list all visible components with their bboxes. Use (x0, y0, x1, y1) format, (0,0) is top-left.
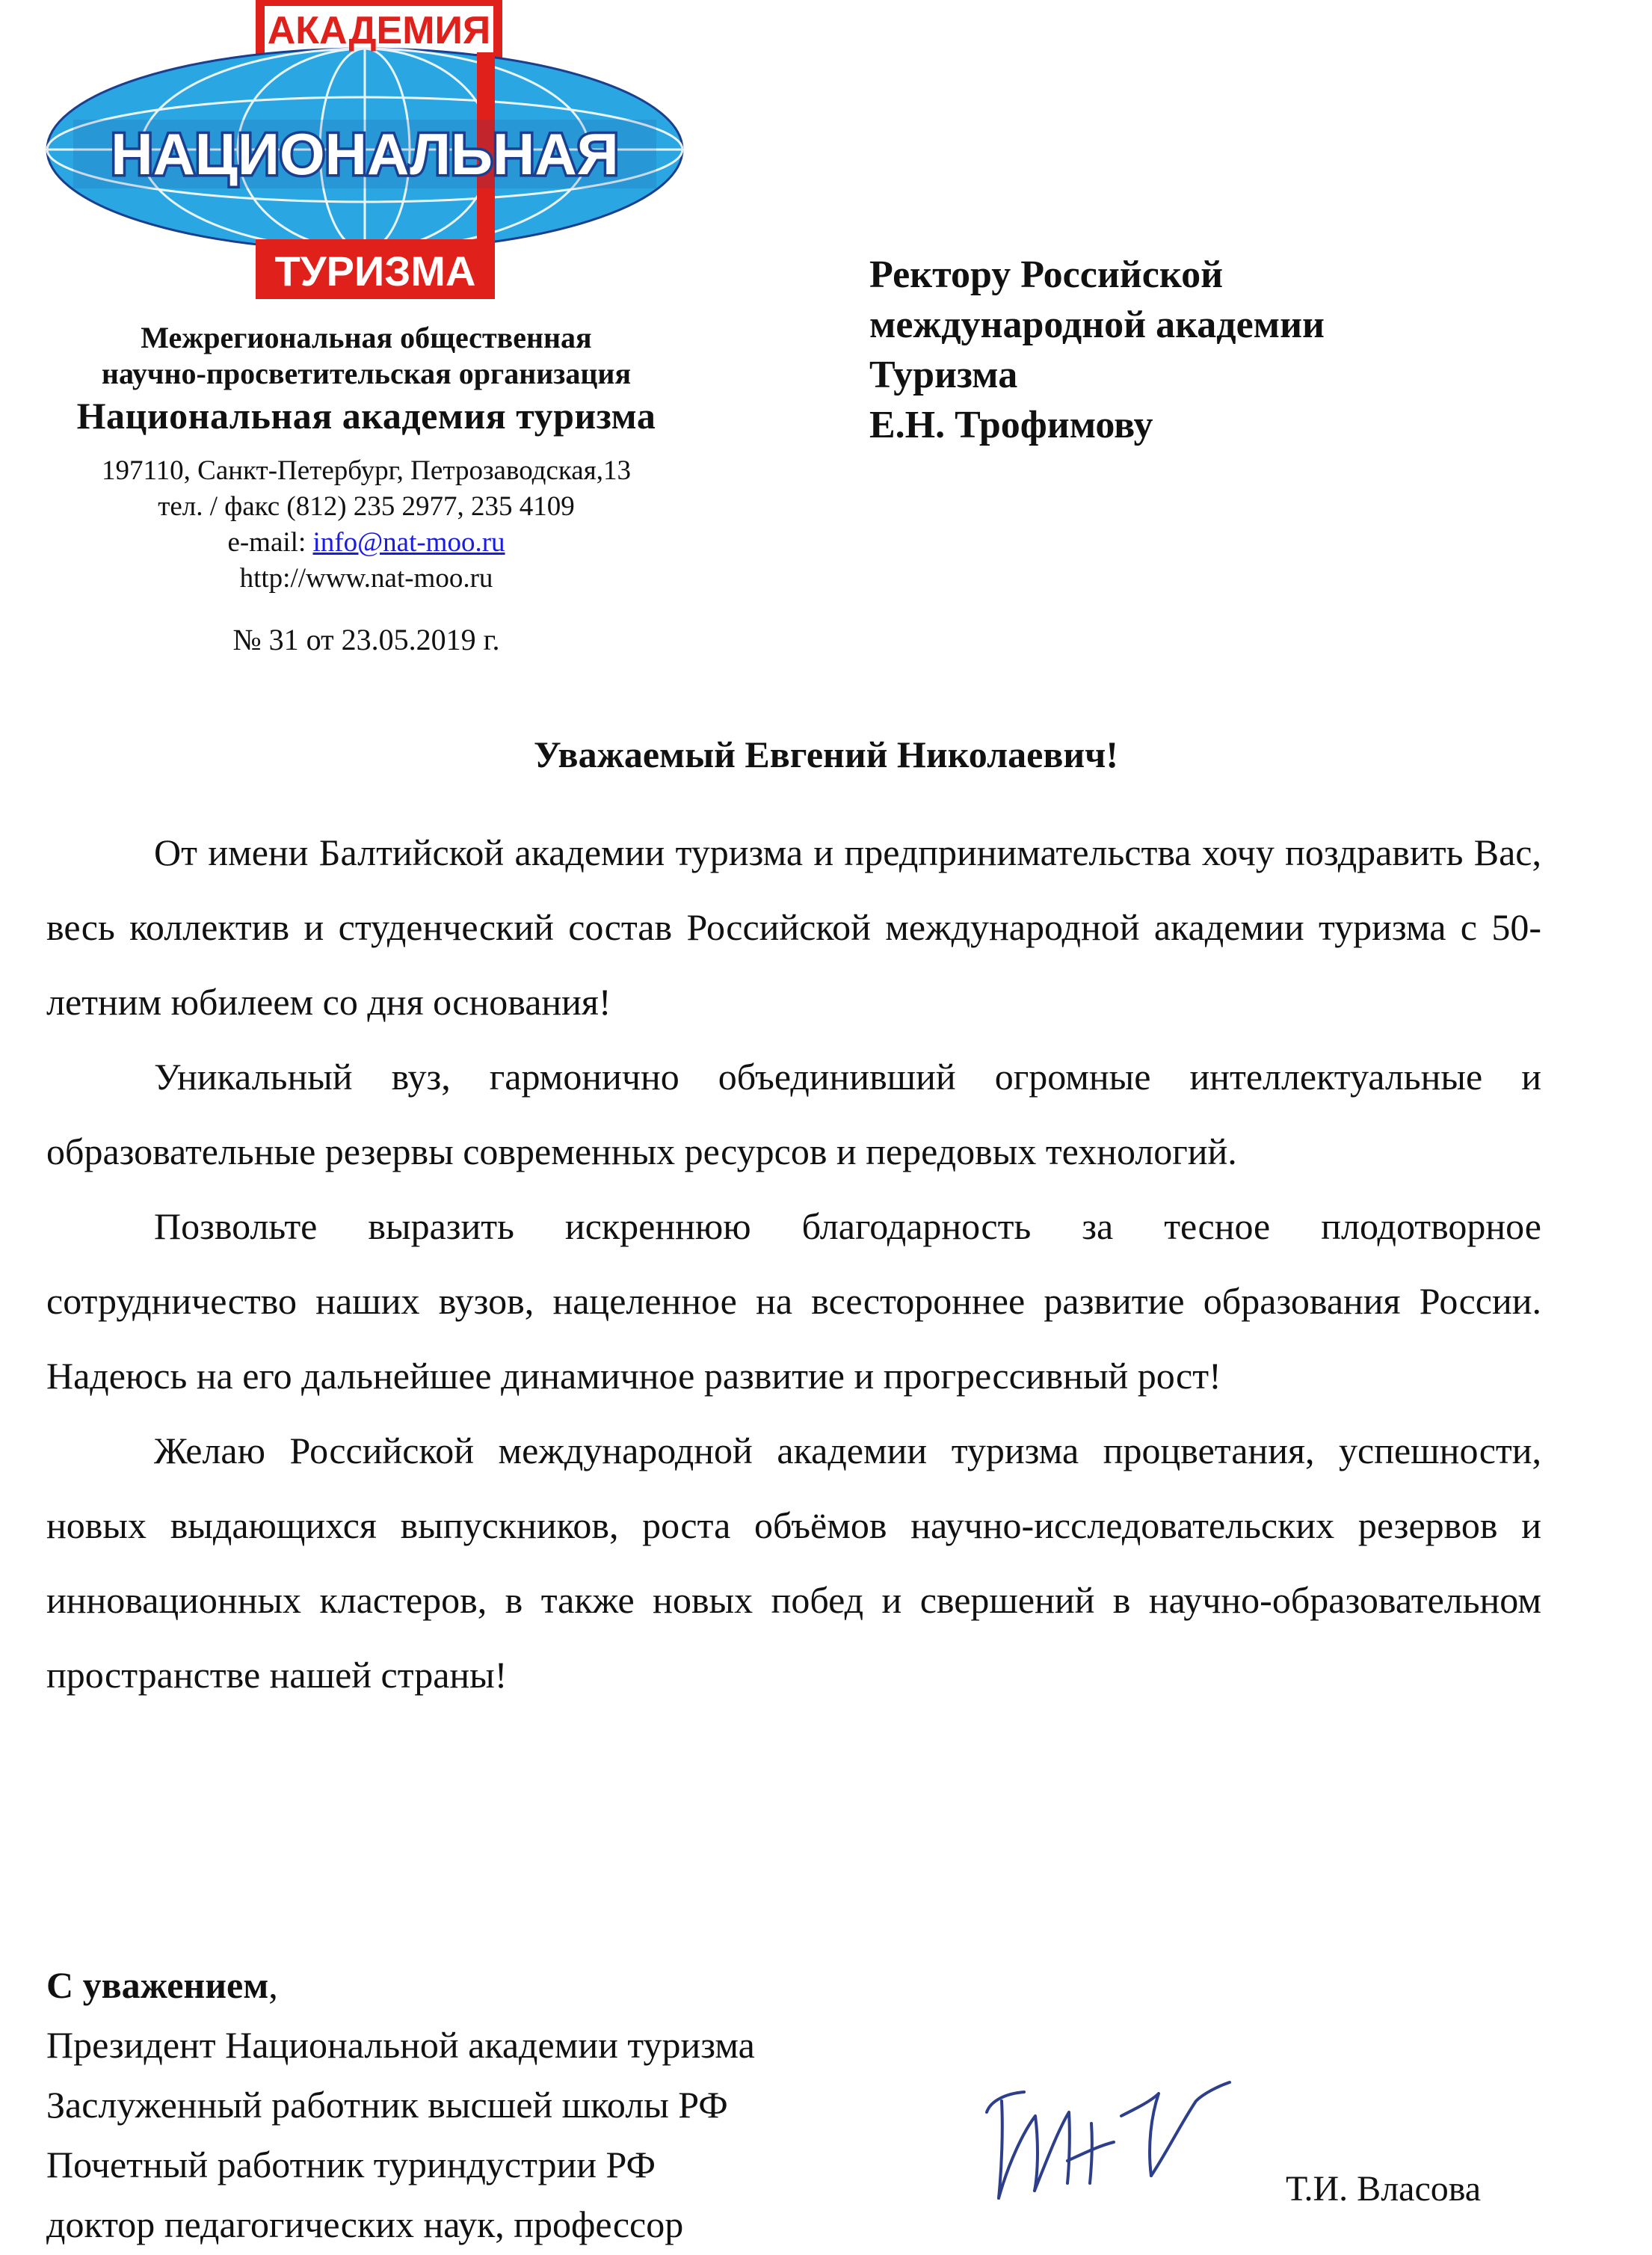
signer-title-4: доктор педагогических наук, профессор (46, 2203, 684, 2245)
signer-title-2: Заслуженный работник высшей школы РФ (46, 2084, 728, 2126)
regards-line (46, 1955, 1018, 2015)
paragraph-2: Уникальный вуз, гармонично объединивший огромные интеллектуальные и образовательные резервы современных ресурсов и передовых технологий. (46, 1056, 1541, 1172)
org-email-row (30, 525, 703, 561)
recipient-line-4: Е.Н. Трофимову (869, 404, 1153, 446)
org-website: http://www.nat-moo.ru (239, 563, 493, 594)
logo-middle-text: НАЦИОНАЛЬНАЯ (111, 121, 619, 187)
salutation: Уважаемый Евгений Николаевич! (533, 733, 1119, 775)
letter-number-date: № 31 от 23.05.2019 г. (232, 623, 500, 656)
regards-text: С уважением (46, 1964, 269, 2006)
logo-top-text: АКАДЕМИЯ (267, 9, 491, 52)
signer-name: Т.И. Власова (1286, 2169, 1482, 2209)
org-type-line-1: Межрегиональная общественная (141, 321, 592, 354)
signer-title-3: Почетный работник туриндустрии РФ (46, 2144, 656, 2185)
academy-logo (43, 0, 701, 299)
paragraph-1: От имени Балтийской академии туризма и предпринимательства хочу поздравить Вас, весь коллектив и студенческий состав Российской международной академии туризма с 50-летним юбилеем со дня основания! (46, 831, 1541, 1023)
recipient-line-2: международной академии (869, 304, 1325, 346)
recipient-line-1: Ректору Российской (869, 253, 1224, 296)
letter-body (46, 815, 1541, 1712)
regards-comma: , (268, 1964, 278, 2006)
email-label: e-mail: (227, 527, 306, 558)
paragraph-3: Позвольте выразить искреннюю благодарность за тесное плодотворное сотрудничество наших вузов, нацеленное на всестороннее развитие образования России. Надеюсь на его дальнейшее динамичное развитие и прогрессивный рост! (46, 1205, 1541, 1397)
handwritten-signature (972, 2071, 1241, 2213)
paragraph-4: Желаю Российской международной академии туризма процветания, успешности, новых выдающихся выпускников, роста объёмов научно-исследовательских резервов и инновационных кластеров, в также новых побед и свершений в научно-образовательном пространстве нашей страны! (46, 1430, 1541, 1696)
recipient-line-3: Туризма (869, 354, 1018, 396)
org-phone: тел. / факс (812) 235 2977, 235 4109 (158, 491, 575, 522)
signer-title-1: Президент Национальной академии туризма (46, 2024, 755, 2066)
org-type-line-2: научно-просветительская организация (101, 357, 632, 390)
logo-bottom-text: ТУРИЗМА (274, 247, 476, 295)
email-link[interactable]: info@nat-moo.ru (312, 527, 505, 558)
recipient-block (869, 250, 1617, 450)
org-address: 197110, Санкт-Петербург, Петрозаводская,13 (102, 455, 631, 486)
organization-header (30, 320, 703, 597)
closing-block (46, 1955, 1018, 2254)
org-name: Национальная академия туризма (76, 395, 656, 437)
